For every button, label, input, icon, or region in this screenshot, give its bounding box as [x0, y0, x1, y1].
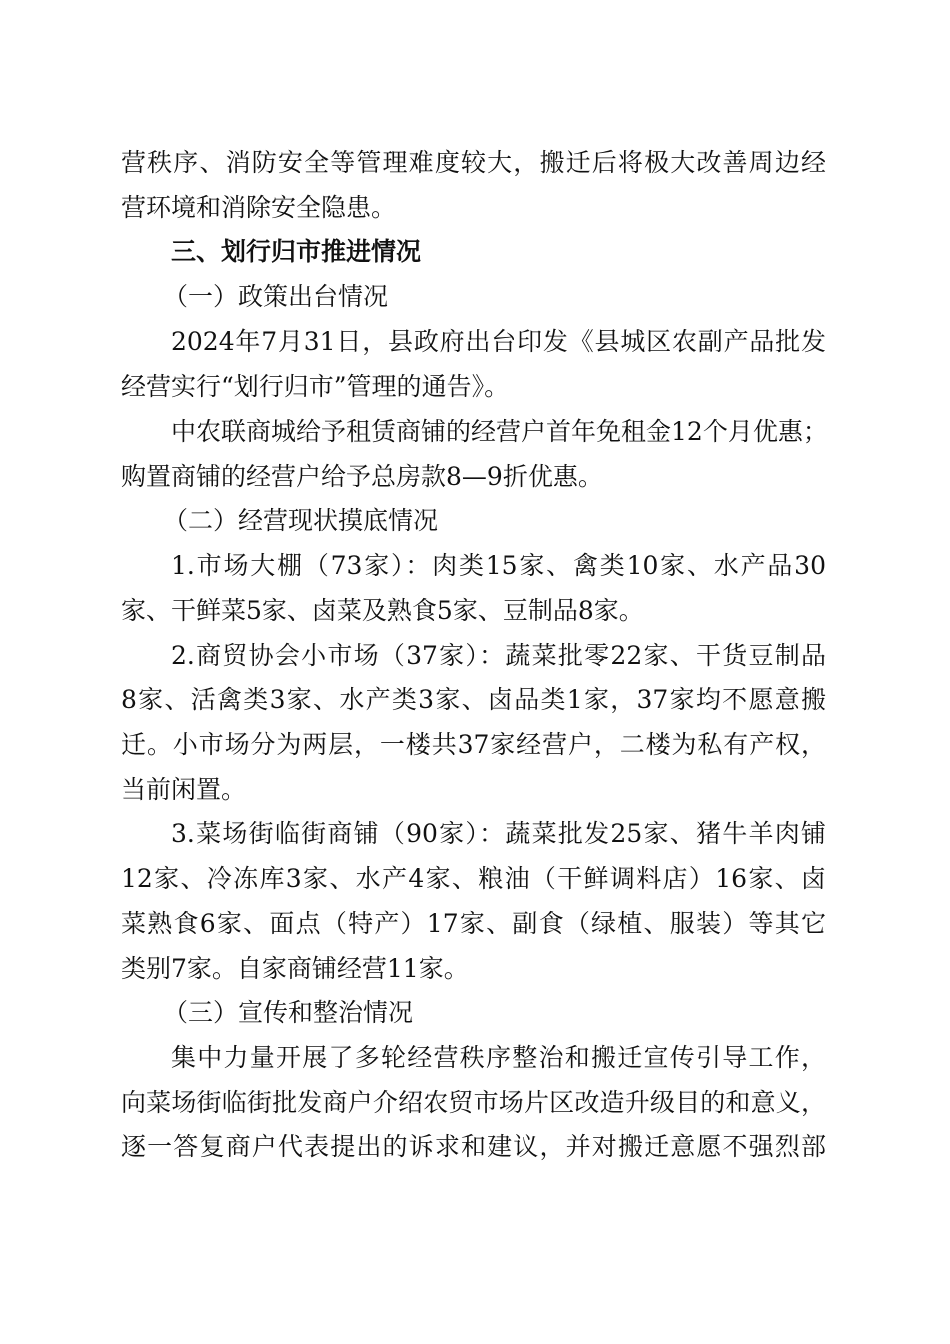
paragraph-line: 菜熟食6家、面点（特产）17家、副食（绿植、服装）等其它 — [121, 909, 826, 938]
paragraph-line: 2.商贸协会小市场（37家）：蔬菜批零22家、干货豆制品 — [171, 641, 826, 670]
subsection-heading: （一）政策出台情况 — [163, 282, 389, 311]
paragraph-line: 家、干鲜菜5家、卤菜及熟食5家、豆制品8家。 — [121, 596, 644, 625]
paragraph-line: 类别7家。自家商铺经营11家。 — [121, 954, 469, 983]
paragraph-line: 1.市场大棚（73家）：肉类15家、禽类10家、水产品30 — [171, 551, 826, 580]
paragraph-line: 逐一答复商户代表提出的诉求和建议，并对搬迁意愿不强烈部 — [121, 1132, 826, 1161]
paragraph-line: 3.菜场街临街商铺（90家）：蔬菜批发25家、猪牛羊肉铺 — [171, 819, 826, 848]
paragraph-line: 2024年7月31日，县政府出台印发《县城区农副产品批发 — [171, 327, 826, 356]
paragraph-line: 集中力量开展了多轮经营秩序整治和搬迁宣传引导工作， — [171, 1043, 826, 1072]
subsection-heading: （二）经营现状摸底情况 — [163, 506, 439, 535]
section-heading: 三、划行归市推进情况 — [171, 237, 422, 266]
paragraph-line: 12家、冷冻库3家、水产4家、粮油（干鲜调料店）16家、卤 — [121, 864, 826, 893]
paragraph-line: 当前闲置。 — [121, 775, 247, 804]
paragraph-line: 向菜场街临街批发商户介绍农贸市场片区改造升级目的和意义， — [121, 1088, 826, 1117]
paragraph-line: 营秩序、消防安全等管理难度较大，搬迁后将极大改善周边经 — [121, 148, 826, 177]
subsection-heading: （三）宣传和整治情况 — [163, 998, 414, 1027]
paragraph-line: 中农联商城给予租赁商铺的经营户首年免租金12个月优惠； — [171, 417, 828, 446]
paragraph-line: 8家、活禽类3家、水产类3家、卤品类1家，37家均不愿意搬 — [121, 685, 826, 714]
paragraph-line: 购置商铺的经营户给予总房款8—9折优惠。 — [121, 462, 603, 491]
paragraph-line: 经营实行“划行归市”管理的通告》。 — [121, 372, 510, 401]
paragraph-line: 迁。小市场分为两层，一楼共37家经营户，二楼为私有产权， — [121, 730, 826, 759]
paragraph-line: 营环境和消除安全隐患。 — [121, 193, 397, 222]
